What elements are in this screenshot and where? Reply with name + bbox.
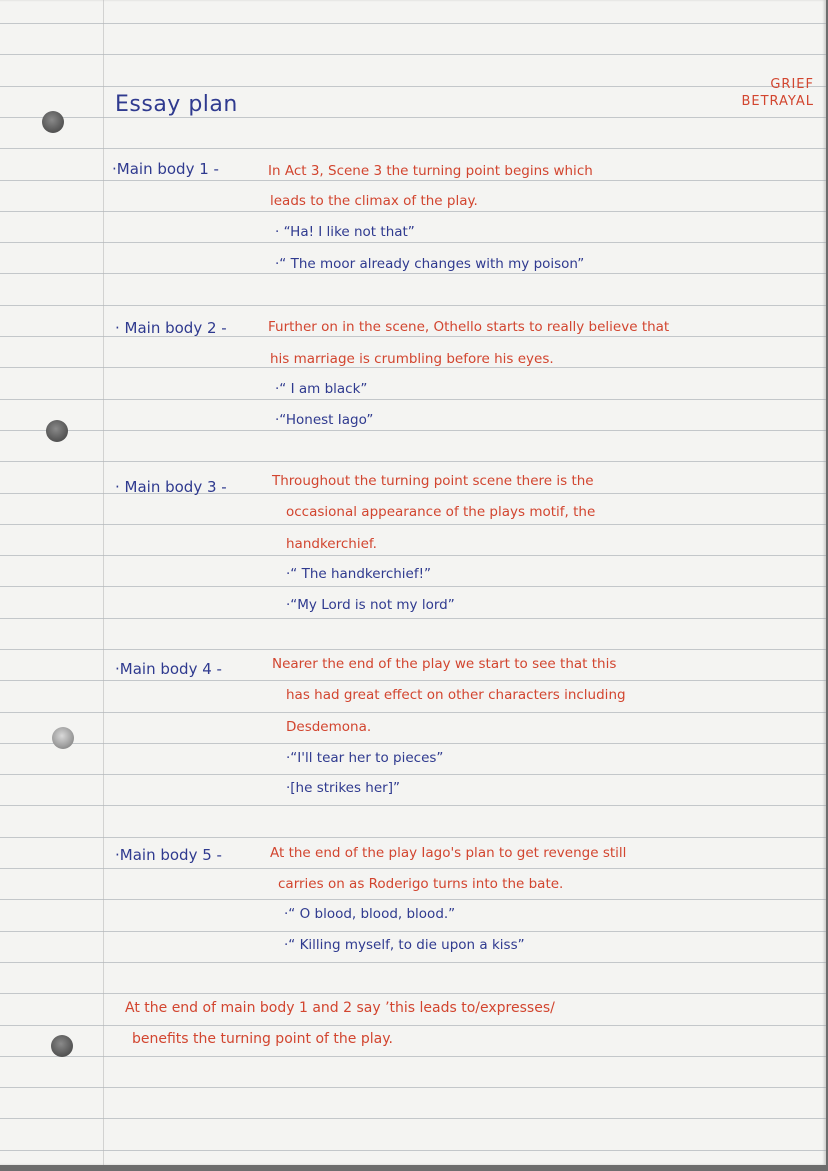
section-line: carries on as Roderigo turns into the bate. — [278, 876, 564, 892]
ruled-line — [0, 868, 826, 869]
ruled-line — [0, 117, 826, 118]
section-line: leads to the climax of the play. — [270, 193, 478, 209]
ruled-line — [0, 586, 826, 587]
quote: ·“ O blood, blood, blood.” — [284, 906, 456, 922]
ruled-line — [0, 461, 826, 462]
ruled-line — [0, 399, 826, 400]
ruled-line — [0, 555, 826, 556]
section-line: occasional appearance of the plays motif, the — [286, 504, 596, 520]
quote: ·“Honest Iago” — [275, 412, 374, 428]
ruled-line — [0, 962, 826, 963]
section-line: In Act 3, Scene 3 the turning point begins which — [268, 163, 593, 179]
section-line: Further on in the scene, Othello starts to really believe that — [268, 319, 670, 335]
quote: ·“ I am black” — [275, 381, 368, 397]
ruled-line — [0, 805, 826, 806]
section-line: Desdemona. — [286, 719, 372, 735]
ruled-line — [0, 649, 826, 650]
ruled-line — [0, 993, 826, 994]
punch-hole — [51, 1035, 73, 1057]
section-line: his marriage is crumbling before his eyes. — [270, 351, 554, 367]
ruled-line — [0, 837, 826, 838]
ruled-line — [0, 1150, 826, 1151]
quote: ·“My Lord is not my lord” — [286, 597, 455, 613]
section-label: · Main body 3 - — [115, 478, 227, 496]
ruled-line — [0, 211, 826, 212]
section-label: ·Main body 1 - — [112, 160, 219, 178]
ruled-line — [0, 180, 826, 181]
ruled-line — [0, 430, 826, 431]
theme-tag: BETRAYAL — [741, 94, 814, 109]
section-line: Throughout the turning point scene there is the — [272, 473, 594, 489]
ruled-line — [0, 618, 826, 619]
closing-note-line: At the end of main body 1 and 2 say ’this leads to/expresses/ — [125, 1000, 555, 1016]
ruled-line — [0, 148, 826, 149]
section-label: ·Main body 5 - — [115, 846, 222, 864]
quote: · “Ha! I like not that” — [275, 224, 415, 240]
page-title: Essay plan — [115, 92, 238, 117]
section-line: has had great effect on other characters including — [286, 687, 626, 703]
punch-hole — [42, 111, 64, 133]
ruled-line — [0, 1056, 826, 1057]
ruled-line — [0, 273, 826, 274]
ruled-line — [0, 54, 826, 55]
punch-hole — [46, 420, 68, 442]
ruled-line — [0, 1025, 826, 1026]
ruled-line — [0, 305, 826, 306]
quote: ·“ The moor already changes with my poison” — [275, 256, 585, 272]
closing-note-line: benefits the turning point of the play. — [132, 1031, 393, 1047]
ruled-line — [0, 743, 826, 744]
section-line: Nearer the end of the play we start to see that this — [272, 656, 617, 672]
theme-tag: GRIEF — [770, 77, 814, 92]
quote: ·“I'll tear her to pieces” — [286, 750, 444, 766]
ruled-line — [0, 931, 826, 932]
ruled-line — [0, 524, 826, 525]
ruled-line — [0, 1087, 826, 1088]
ruled-line — [0, 242, 826, 243]
section-line: handkerchief. — [286, 536, 377, 552]
ruled-line — [0, 1118, 826, 1119]
quote: ·“ The handkerchief!” — [286, 566, 432, 582]
quote: ·“ Killing myself, to die upon a kiss” — [284, 937, 525, 953]
ruled-line — [0, 680, 826, 681]
ruled-line — [0, 774, 826, 775]
ruled-line — [0, 899, 826, 900]
section-label: · Main body 2 - — [115, 319, 227, 337]
ruled-line — [0, 23, 826, 24]
ruled-line — [0, 86, 826, 87]
section-line: At the end of the play Iago's plan to get revenge still — [270, 845, 627, 861]
punch-hole — [52, 727, 74, 749]
ruled-line — [0, 367, 826, 368]
ruled-line — [0, 712, 826, 713]
margin-line — [103, 0, 104, 1165]
section-label: ·Main body 4 - — [115, 660, 222, 678]
quote: ·[he strikes her]” — [286, 780, 400, 796]
